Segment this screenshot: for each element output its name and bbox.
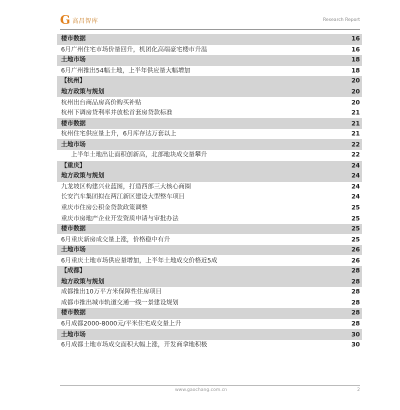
toc-entry-page: 26 (351, 246, 360, 254)
toc-entry-page: 21 (351, 130, 360, 138)
toc-entry-label: 重庆市房地产企业开发资质申请与审批办法 (61, 215, 179, 223)
header-divider (60, 29, 360, 30)
page-number: 2 (357, 388, 360, 393)
toc-entry[interactable] (57, 97, 362, 108)
toc-entry-page: 20 (351, 77, 360, 85)
toc-entry-label: 6月成都土地市场成交面积大幅上涨，开发商拿地积极 (61, 341, 208, 349)
page-header (60, 14, 360, 30)
toc-entry-page: 28 (351, 278, 360, 286)
toc-entry[interactable] (57, 329, 362, 340)
toc-entry-page: 16 (351, 46, 360, 54)
toc-entry[interactable] (57, 161, 362, 172)
toc-entry-page: 24 (351, 183, 360, 191)
toc-entry-page: 18 (351, 56, 360, 64)
toc-entry-label: 【重庆】 (61, 162, 86, 170)
toc-entry[interactable] (57, 76, 362, 87)
toc-entry[interactable] (57, 171, 362, 182)
logo-text: 高昌智库 (72, 17, 99, 25)
toc-entry-page: 28 (351, 320, 360, 328)
toc-entry-label: 上半年土地出让面积创新高，北部地块成交量攀升 (71, 151, 208, 159)
toc-entry-page: 20 (351, 88, 360, 96)
footer-url: www.gaochang.com.cn (175, 388, 228, 393)
toc-entry-label: 6月成都2000-8000元/平米住宅成交量上升 (61, 320, 182, 328)
toc-entry[interactable] (57, 234, 362, 245)
toc-entry[interactable] (57, 108, 362, 119)
toc-entry-label: 6月广州住宅市场价量回升，机团化高端豪宅楼市升温 (61, 46, 208, 54)
toc-entry-page: 25 (351, 215, 360, 223)
table-of-contents (57, 34, 362, 350)
toc-entry-page: 28 (351, 299, 360, 307)
toc-entry[interactable] (57, 150, 362, 161)
toc-entry-page: 28 (351, 309, 360, 317)
toc-entry[interactable] (57, 298, 362, 309)
toc-entry-label: 6月重庆土地市场供应量增加，上半年土地成交价格近5成 (61, 257, 218, 265)
toc-entry[interactable] (57, 34, 362, 45)
toc-entry-label: 成都推出10万平方米保障性住房项目 (61, 288, 162, 296)
toc-entry-page: 25 (351, 236, 360, 244)
toc-entry-label: 土地市场 (61, 141, 86, 149)
toc-entry-page: 24 (351, 193, 360, 201)
toc-entry[interactable] (57, 266, 362, 277)
toc-entry[interactable] (57, 213, 362, 224)
toc-entry[interactable] (57, 340, 362, 351)
toc-entry-label: 6月广州推出54幅土地，上半年供应量大幅增加 (61, 67, 191, 75)
toc-entry[interactable] (57, 308, 362, 319)
toc-entry[interactable] (57, 287, 362, 298)
toc-entry-label: 楼市数据 (61, 309, 86, 317)
toc-entry-page: 28 (351, 288, 360, 296)
toc-entry[interactable] (57, 182, 362, 193)
toc-entry[interactable] (57, 118, 362, 129)
toc-entry[interactable] (57, 55, 362, 66)
toc-entry-label: 地方政策与规划 (61, 278, 105, 286)
toc-entry-page: 30 (351, 341, 360, 349)
toc-entry-label: 土地市场 (61, 246, 86, 254)
toc-entry-page: 22 (351, 141, 360, 149)
toc-entry-page: 21 (351, 120, 360, 128)
toc-entry-page: 30 (351, 331, 360, 339)
logo-letter: G (60, 13, 71, 27)
toc-entry[interactable] (57, 192, 362, 203)
toc-entry[interactable] (57, 87, 362, 98)
toc-entry[interactable] (57, 45, 362, 56)
header-title: Research Report (323, 18, 360, 23)
toc-entry[interactable] (57, 129, 362, 140)
toc-entry-page: 24 (351, 162, 360, 170)
toc-entry[interactable] (57, 203, 362, 214)
toc-entry-label: 土地市场 (61, 331, 86, 339)
toc-entry-label: 杭州出台商品房高价购买补贴 (61, 99, 142, 107)
toc-entry-page: 24 (351, 172, 360, 180)
toc-entry-label: 楼市数据 (61, 35, 86, 43)
toc-entry-label: 楼市数据 (61, 120, 86, 128)
toc-entry-page: 25 (351, 204, 360, 212)
toc-entry-label: 九龙坡区构建兴业蓝图，打造西部三大核心商圈 (61, 183, 191, 191)
toc-entry[interactable] (57, 66, 362, 77)
toc-entry-label: 成都市推出城市轨道交通一线一景建设规划 (61, 299, 179, 307)
toc-entry[interactable] (57, 319, 362, 330)
footer-divider (60, 385, 360, 386)
toc-entry[interactable] (57, 277, 362, 288)
toc-entry-label: 杭州下调房贷利率并放松首套房贷款标准 (61, 109, 173, 117)
toc-entry-label: 地方政策与规划 (61, 172, 105, 180)
toc-entry-label: 杭州住宅供应量上升，6月库存达万套以上 (61, 130, 177, 138)
company-logo (60, 14, 98, 26)
toc-entry-page: 26 (351, 257, 360, 265)
toc-entry[interactable] (57, 255, 362, 266)
toc-entry[interactable] (57, 245, 362, 256)
toc-entry[interactable] (57, 139, 362, 150)
toc-entry-label: 6月重庆新房成交量上涨，价格稳中有升 (61, 236, 171, 244)
toc-entry-label: 楼市数据 (61, 225, 86, 233)
toc-entry-page: 25 (351, 225, 360, 233)
toc-entry-label: 【成都】 (61, 267, 86, 275)
toc-entry-label: 重庆市住房公积金贷款政策调整 (61, 204, 148, 212)
toc-entry-label: 土地市场 (61, 56, 86, 64)
toc-entry-page: 22 (351, 151, 360, 159)
toc-entry-page: 20 (351, 99, 360, 107)
toc-entry-label: 地方政策与规划 (61, 88, 105, 96)
toc-entry-label: 长安汽车集团拟在两江新区建设大型整车项目 (61, 193, 185, 201)
toc-entry-page: 21 (351, 109, 360, 117)
toc-entry-page: 16 (351, 35, 360, 43)
toc-entry-label: 【杭州】 (61, 77, 86, 85)
toc-entry[interactable] (57, 224, 362, 235)
toc-entry-page: 28 (351, 267, 360, 275)
toc-entry-page: 18 (351, 67, 360, 75)
